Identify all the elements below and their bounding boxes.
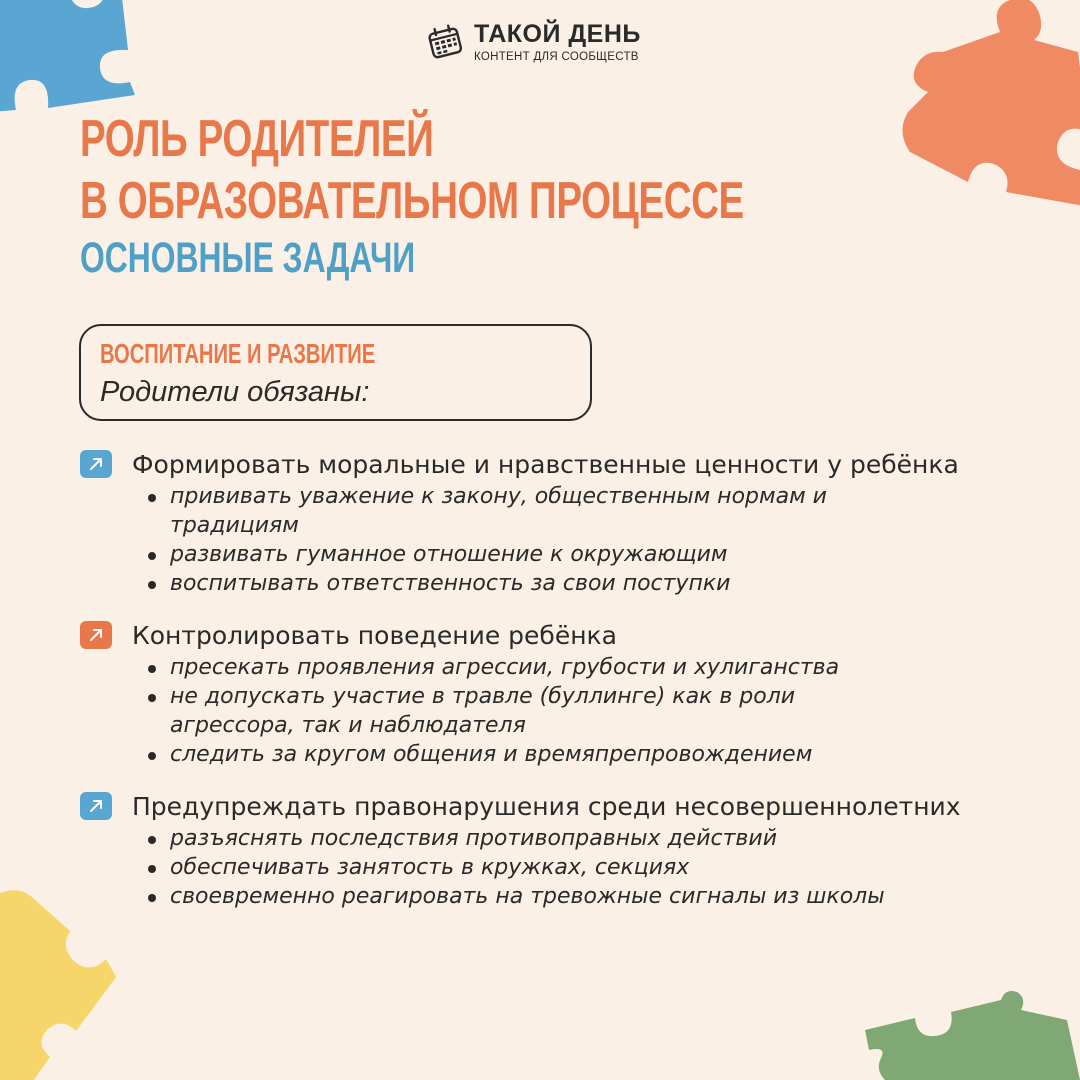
page-title-line-2: В ОБРАЗОВАТЕЛЬНОМ ПРОЦЕССЕ [80, 172, 744, 230]
list-item: не допускать участие в травле (буллинге) как в роли агрессора, так и наблюдателя [148, 682, 908, 740]
page-title-line-1: РОЛЬ РОДИТЕЛЕЙ [80, 110, 434, 168]
puzzle-piece-blue-icon [0, 0, 140, 120]
page-title [80, 108, 744, 232]
task-section-3 [80, 790, 961, 911]
list-item: следить за кругом общения и времяпрепровождением [148, 740, 908, 769]
puzzle-piece-green-icon [855, 990, 1080, 1080]
arrow-up-right-icon [80, 450, 112, 478]
brand-name: ТАКОЙ ДЕНЬ [474, 20, 641, 48]
task-heading: Формировать моральные и нравственные ценности у ребёнка [132, 449, 959, 479]
task-section-1 [80, 448, 959, 598]
intro-box [79, 324, 592, 421]
puzzle-piece-yellow-icon [0, 885, 120, 1080]
list-item: обеспечивать занятость в кружках, секциях [148, 853, 908, 882]
brand-tagline: КОНТЕНТ ДЛЯ СООБЩЕСТВ [474, 51, 639, 63]
brand-logo [426, 20, 641, 63]
arrow-up-right-icon [80, 792, 112, 820]
list-item: своевременно реагировать на тревожные сигналы из школы [148, 882, 908, 911]
page-subtitle: ОСНОВНЫЕ ЗАДАЧИ [80, 234, 416, 282]
list-item: разъяснять последствия противоправных действий [148, 824, 908, 853]
list-item: прививать уважение к закону, общественным нормам и традициям [148, 482, 908, 540]
calendar-icon [426, 23, 464, 61]
task-heading: Контролировать поведение ребёнка [132, 620, 617, 650]
list-item: пресекать проявления агрессии, грубости и хулиганства [148, 653, 908, 682]
task-section-2 [80, 619, 908, 769]
list-item: развивать гуманное отношение к окружающим [148, 540, 908, 569]
intro-box-text: Родители обязаны: [100, 376, 370, 408]
task-heading: Предупреждать правонарушения среди несовершеннолетних [132, 791, 961, 821]
puzzle-piece-orange-icon [888, 0, 1080, 222]
arrow-up-right-icon [80, 621, 112, 649]
list-item: воспитывать ответственность за свои поступки [148, 569, 908, 598]
intro-box-heading: ВОСПИТАНИЕ И РАЗВИТИЕ [100, 338, 376, 369]
